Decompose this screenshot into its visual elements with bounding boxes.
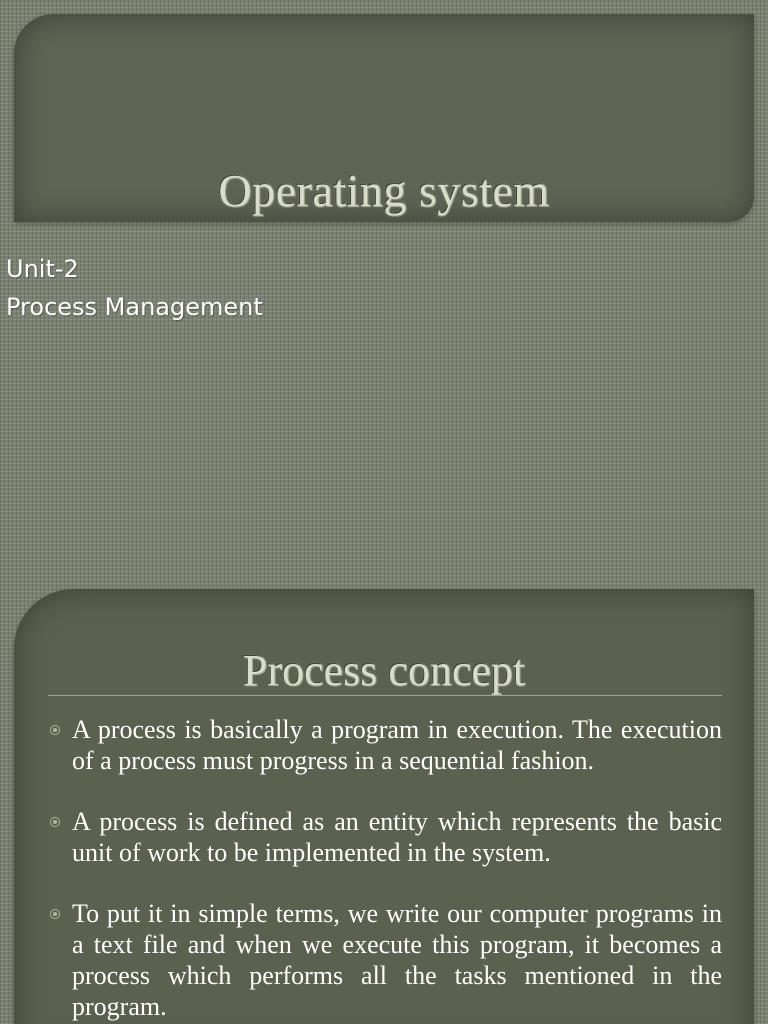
slide-process-concept bbox=[0, 580, 768, 1024]
title-panel bbox=[14, 14, 754, 222]
circle-bullet-icon bbox=[50, 909, 60, 919]
bullet-text: A process is defined as an entity which represents the basic unit of work to be implemented in the system. bbox=[72, 807, 722, 867]
circle-bullet-icon bbox=[50, 817, 60, 827]
subtitle-block bbox=[6, 250, 263, 326]
circle-bullet-icon bbox=[50, 725, 60, 735]
slide-title: Process concept bbox=[242, 646, 526, 695]
bullet-list bbox=[50, 714, 722, 1024]
bullet-item bbox=[50, 898, 722, 1022]
slide-title: Operating system bbox=[218, 165, 550, 216]
bullet-item bbox=[50, 714, 722, 776]
bullet-text: To put it in simple terms, we write our computer programs in a text file and when we execute this program, it becomes a process which performs all the tasks mentioned in the program. bbox=[72, 899, 722, 1021]
bullet-item bbox=[50, 806, 722, 868]
title-divider bbox=[48, 695, 722, 696]
unit-label: Unit-2 bbox=[6, 255, 79, 283]
bullet-text: A process is basically a program in execution. The execution of a process must progress in a sequential fashion. bbox=[72, 715, 722, 775]
topic-label: Process Management bbox=[6, 293, 263, 321]
